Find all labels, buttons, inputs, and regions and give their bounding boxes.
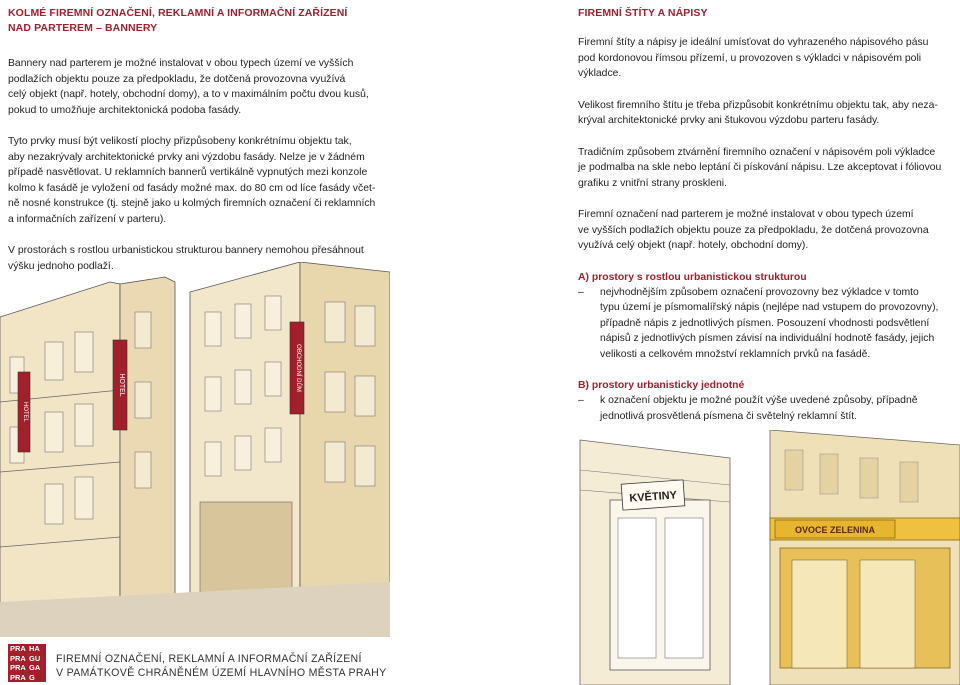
footer-line-2: V PAMÁTKOVĚ CHRÁNĚNÉM ÚZEMÍ HLAVNÍHO MĚSTA PRAHY [56,667,387,679]
section-a-list-item: – nejvhodnějším způsobem označení provozovny bez výkladce v tomto typu území je písmomalířský nápis (nejlépe nad vstupem do provozovny), případně nápis z jednotlivých písmen. Posouzení vhodnosti podsvětlení nápisů z jednotlivých písmen závisí na individuální hodnotě fasády, jejich velikosti a celkovém množství reklamních prvků na fasádě. [578,286,939,360]
right-heading: FIREMNÍ ŠTÍTY A NÁPISY [578,7,708,19]
left-heading-line1: KOLMÉ FIREMNÍ OZNAČENÍ, REKLAMNÍ A INFORMAČNÍ ZAŘÍZENÍ [8,7,348,19]
footer-text [56,652,387,680]
section-b-title: B) prostory urbanisticky jednotné [578,380,745,391]
department-store-banner: OBCHODNÍ DŮM [295,344,301,392]
right-paragraph-4: Firemní označení nad parterem je možné instalovat v obou typech území ve vyšších podlažích objektu pouze za předpokladu, že dotčená provozovna využívá celý objekt (např. hotely, obchodní domy). [578,209,929,251]
left-paragraph-1: Bannery nad parterem je možné instalovat v obou typech území ve vyšších podlažích objektu pouze za předpokladu, že dotčená provozovna využívá celý objekt (např. hotely, obchodní domy), a to v maximálním počtu dvou kusů, pokud to umožňuje architektonická podoba fasády. [8,58,369,116]
street-banners-illustration [0,262,390,637]
kvetiny-sign: KVĚTINY [628,489,678,505]
praha-logo: PRA HA PRA GU PRA GA PRA G [8,644,46,682]
shopfront-illustration [570,430,960,685]
left-column [8,6,380,274]
left-paragraph-3: V prostorách s rostlou urbanistickou strukturou bannery nemohou přesáhnout výšku jednoho podlaží. [8,245,364,272]
ovoce-zelenina-sign: OVOCE ZELENINA [794,525,876,535]
right-paragraph-3: Tradičním způsobem ztvárnění firemního označení v nápisovém poli výkladce je podmalba na skle nebo leptání či pískování nápisu. Lze akceptovat i fóliovou grafiku z vnitřní strany proskleni. [578,146,942,189]
right-paragraph-1: Firemní štíty a nápisy je ideální umísťovat do vyhrazeného nápisového pásu pod kordonovou římsou přízemí, u provozoven s výkladci v nápisovém poli výkladce. [578,37,929,79]
hotel-banner-2: HOTEL [118,373,125,397]
section-b-list-item: – k označení objektu je možné použít výše uvedené způsoby, případně jednotlivá prosvětlená písmena či světelný reklamní štít. [578,395,918,422]
section-a-title: A) prostory s rostlou urbanistickou strukturou [578,271,807,283]
hotel-banner-1: HOTEL [22,401,28,423]
left-paragraph-2: Tyto prvky musí být velikostí plochy přizpůsobeny konkrétnímu objektu tak, aby nezakrývaly architektonické prvky ani výzdobu fasády. Nelze je v žádném případě nasvětlovat. U reklamních bannerů vertikálně vypnutých mezi konzole kolmo k fasádě je vyložení od fasády možné max. do 80 cm od líce fasády včet- ně nosné konstrukce (tj. stejně jako u kolmých firemních označení či reklamních a informačních zařízení v parteru). [8,136,376,225]
footer-line-1: FIREMNÍ OZNAČENÍ, REKLAMNÍ A INFORMAČNÍ ZAŘÍZENÍ [56,653,362,665]
right-column [578,6,950,424]
left-heading-line2: NAD PARTEREM – BANNERY [8,22,158,34]
right-paragraph-2: Velikost firemního štítu je třeba přizpůsobit konkrétnímu objektu tak, aby neza- krýval architektonické prvky ani štukovou výzdobu parteru fasády. [578,99,938,126]
